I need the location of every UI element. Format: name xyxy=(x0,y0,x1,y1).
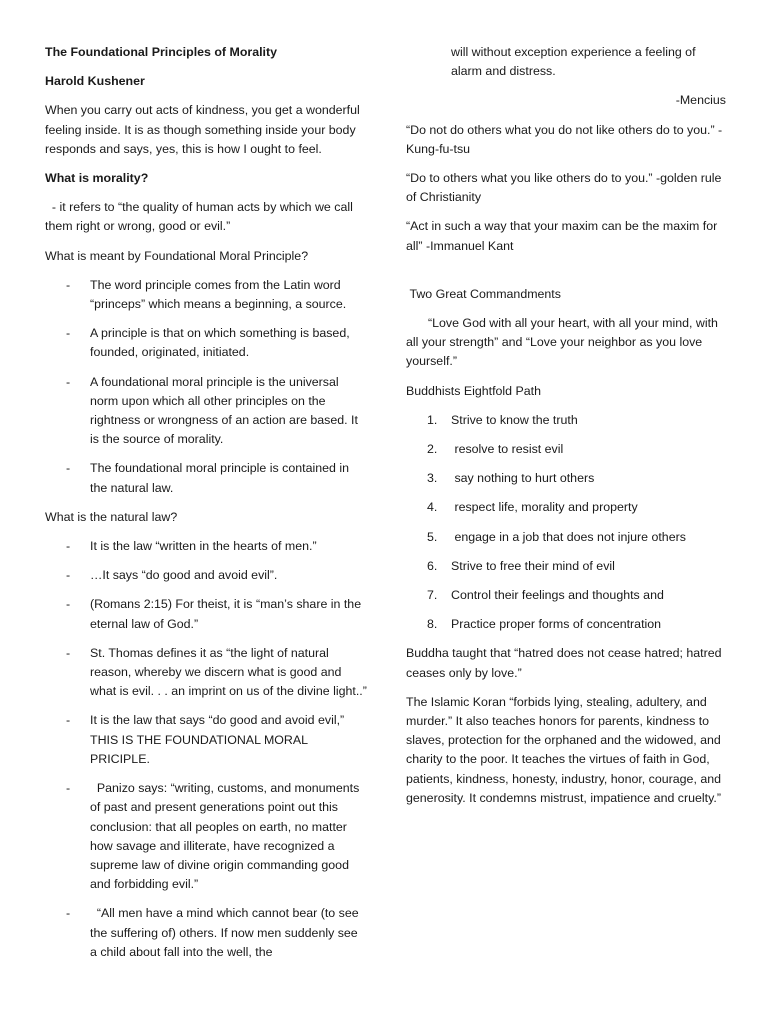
principle-list xyxy=(45,276,367,498)
heading-natural-law: What is the natural law? xyxy=(45,509,178,524)
morality-definition: - it refers to “the quality of human acts by which we call them right or wrong, good or evil.” xyxy=(45,200,357,234)
list-item xyxy=(406,557,726,576)
list-item xyxy=(45,904,367,962)
dash-bullet: - xyxy=(66,374,71,389)
mencius-attribution: -Mencius xyxy=(675,93,726,108)
right-column xyxy=(406,43,726,808)
heading-two-great-commandments: Two Great Commandments xyxy=(406,286,561,301)
list-item-text: The word principle comes from the Latin word “princeps” which means a beginning, a source. xyxy=(90,277,347,312)
list-item xyxy=(406,615,726,634)
list-number: 7. xyxy=(427,588,438,603)
list-item xyxy=(45,779,367,894)
dash-bullet: - xyxy=(66,568,71,583)
list-item-text: respect life, morality and property xyxy=(451,500,638,515)
list-item xyxy=(45,711,367,769)
list-item-text: resolve to resist evil xyxy=(451,442,564,457)
list-item xyxy=(45,373,367,450)
list-item xyxy=(45,644,367,702)
koran-paragraph: The Islamic Koran “forbids lying, stealing, adultery, and murder.” It also teaches honors for parents, kindness to slaves, protection for the orphaned and the widowed, and charity to the poor. It teaches the virtues of faith in God, patients, kindness, honesty, industry, honor, courage, and generosity. It condemns mistrust, impatience and cruelty.” xyxy=(406,694,722,805)
left-column xyxy=(45,43,367,962)
list-item-text: engage in a job that does not injure others xyxy=(451,529,686,544)
dash-bullet: - xyxy=(66,781,71,796)
dash-bullet: - xyxy=(66,645,71,660)
quote-kung-fu-tsu: “Do not do others what you do not like others do to you.” -Kung-fu-tsu xyxy=(406,122,723,156)
list-number: 5. xyxy=(427,529,438,544)
list-number: 6. xyxy=(427,558,438,573)
list-item-text: “All men have a mind which cannot bear (to see the suffering of) others. If now men suddenly see a child about fall into the well, the xyxy=(90,906,363,959)
dash-bullet: - xyxy=(66,461,71,476)
dash-bullet: - xyxy=(66,597,71,612)
document-title: The Foundational Principles of Morality xyxy=(45,45,277,59)
list-item xyxy=(45,566,367,585)
list-number: 4. xyxy=(427,500,438,515)
list-item-text: say nothing to hurt others xyxy=(451,471,595,486)
dash-bullet: - xyxy=(66,326,71,341)
dash-bullet: - xyxy=(66,713,71,728)
list-item xyxy=(406,440,726,459)
natural-law-list xyxy=(45,537,367,962)
list-item-text: It is the law “written in the hearts of men.” xyxy=(90,539,317,554)
list-item xyxy=(45,276,367,314)
list-number: 8. xyxy=(427,617,438,632)
list-item-text: Control their feelings and thoughts and xyxy=(451,588,664,603)
list-number: 2. xyxy=(427,442,438,457)
list-item xyxy=(406,469,726,488)
list-item-text: Practice proper forms of concentration xyxy=(451,617,662,632)
dash-bullet: - xyxy=(66,539,71,554)
quote-golden-rule: “Do to others what you like others do to you.” -golden rule of Christianity xyxy=(406,171,722,205)
list-number: 3. xyxy=(427,471,438,486)
list-item-text: St. Thomas defines it as “the light of natural reason, whereby we discern what is good and what is evil. . . an imprint on us of the divine light..” xyxy=(90,645,367,699)
list-item xyxy=(45,595,367,633)
list-number: 1. xyxy=(427,412,438,427)
heading-eightfold-path: Buddhists Eightfold Path xyxy=(406,383,542,398)
list-item-text: Strive to free their mind of evil xyxy=(451,558,615,573)
dash-bullet: - xyxy=(66,906,71,921)
heading-foundational-principle: What is meant by Foundational Moral Principle? xyxy=(45,248,309,263)
list-item xyxy=(45,459,367,497)
list-item xyxy=(406,498,726,517)
list-item-text: A foundational moral principle is the universal norm upon which all other principles on the rightness or wrongness of an action are based. It is the source of morality. xyxy=(90,374,358,447)
quote-kant: “Act in such a way that your maxim can be the maxim for all” -Immanuel Kant xyxy=(406,219,718,253)
list-item xyxy=(406,528,726,547)
list-item xyxy=(45,324,367,362)
list-item-text: (Romans 2:15) For theist, it is “man’s share in the eternal law of God.” xyxy=(90,597,362,631)
author-name: Harold Kushener xyxy=(45,74,145,89)
eightfold-path-list xyxy=(406,411,726,635)
list-item-text: Strive to know the truth xyxy=(451,412,578,427)
intro-paragraph: When you carry out acts of kindness, you get a wonderful feeling inside. It is as though something inside your body responds and says, yes, this is how I ought to feel. xyxy=(45,103,360,156)
dash-bullet: - xyxy=(66,277,71,292)
list-item-text: A principle is that on which something is based, founded, originated, initiated. xyxy=(90,326,350,360)
list-item xyxy=(406,411,726,430)
commandments-text: “Love God with all your heart, with all your mind, with all your strength” and “Love your neighbor as you love yourself.” xyxy=(406,316,718,369)
list-item-text: It is the law that says “do good and avoid evil,” THIS IS THE FOUNDATIONAL MORAL PRICIPLE. xyxy=(90,713,345,766)
mencius-quote-continuation: will without exception experience a feeling of alarm and distress. xyxy=(451,45,696,79)
list-item-text: …It says “do good and avoid evil”. xyxy=(90,568,278,583)
buddha-quote: Buddha taught that “hatred does not cease hatred; hatred ceases only by love.” xyxy=(406,646,722,680)
list-item-text: Panizo says: “writing, customs, and monuments of past and present generations point out this conclusion: that all peoples on earth, no matter how savage and illiterate, have recognized a supreme law of divine origin commanding good and forbidding evil.” xyxy=(90,781,363,892)
heading-what-is-morality: What is morality? xyxy=(45,171,149,186)
list-item xyxy=(406,586,726,605)
list-item xyxy=(45,537,367,556)
list-item-text: The foundational moral principle is contained in the natural law. xyxy=(90,461,349,495)
